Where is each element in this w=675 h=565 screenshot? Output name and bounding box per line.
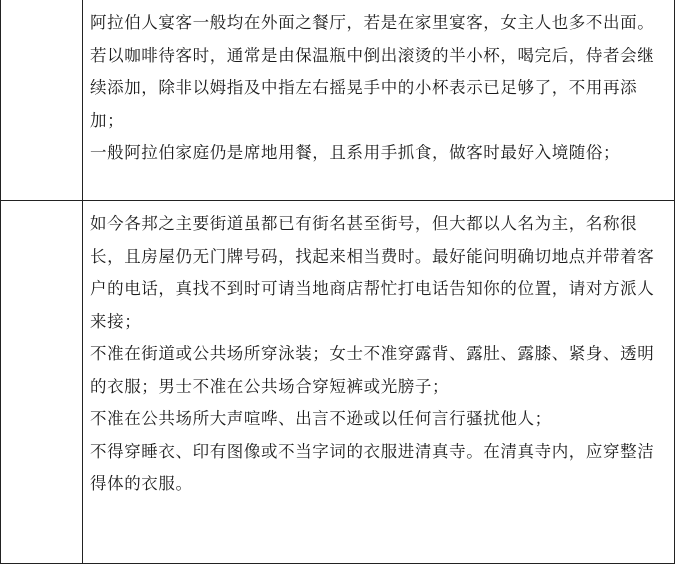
paragraph: 一般阿拉伯家庭仍是席地用餐，且系用手抓食，做客时最好入境随俗；: [90, 143, 621, 162]
paragraph: 不得穿睡衣、印有图像或不当字词的衣服进清真寺。在清真寺内，应穿整洁得体的衣服。: [90, 441, 655, 493]
paragraph: 如今各邦之主要街道虽都已有街名甚至街号，但大都以人名为主，名称很长，且房屋仍无门牌号码，找起来相当费时。最好能问明确切地点并带着客户的电话，真找不到时可请当地商店帮忙打电话告知你的位置，请对方派人来接；: [90, 214, 655, 331]
table-cell-empty: [1, 201, 83, 563]
table-cell-text: [83, 201, 674, 563]
table-row: [1, 0, 674, 201]
table-cell-text: [83, 0, 674, 200]
paragraph: 若以咖啡待客时，通常是由保温瓶中倒出滚烫的半小杯，喝完后，侍者会继续添加，除非以姆指及中指左右摇晃手中的小杯表示已足够了，不用再添加；: [90, 45, 655, 130]
paragraph: 不准在街道或公共场所穿泳装；女士不准穿露背、露肚、露膝、紧身、透明的衣服；男士不准在公共场合穿短裤或光膀子；: [90, 344, 655, 396]
table-cell-empty: [1, 0, 83, 200]
table-row: [1, 201, 674, 563]
paragraph: 不准在公共场所大声喧哗、出言不逊或以任何言行骚扰他人；: [90, 409, 552, 428]
paragraph: 阿拉伯人宴客一般均在外面之餐厅，若是在家里宴客，女主人也多不出面。: [90, 13, 655, 32]
